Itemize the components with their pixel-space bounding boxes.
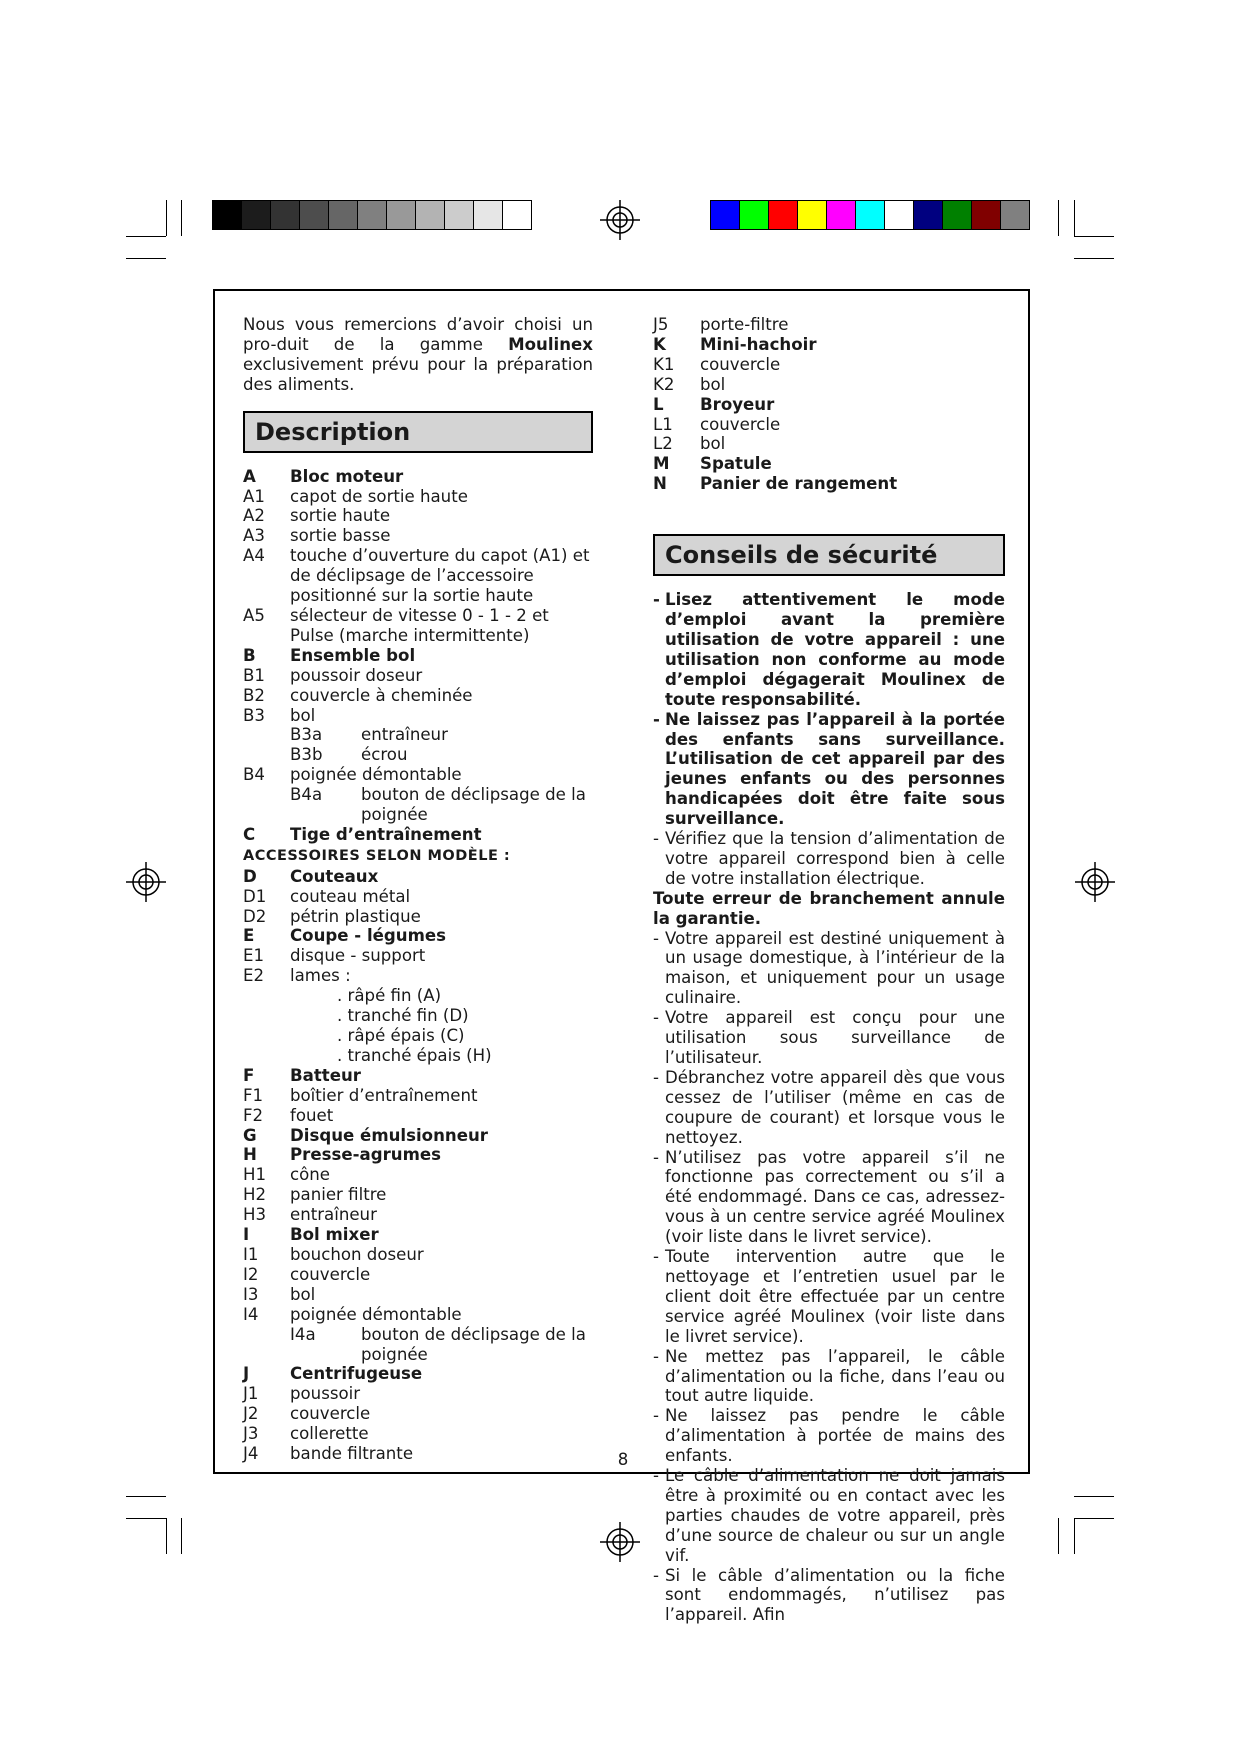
description-heading: Description xyxy=(243,411,593,453)
color-swatch xyxy=(855,200,885,230)
item-code: I2 xyxy=(243,1264,259,1284)
crop-mark xyxy=(166,200,167,236)
accessories-heading: ACCESSOIRES SELON MODÈLE : xyxy=(243,847,511,864)
item-code: J4 xyxy=(243,1444,259,1464)
item-code: A xyxy=(243,466,256,486)
list-item xyxy=(243,986,593,1006)
safety-text: Ne laissez pas pendre le câble d’alimentation à portée de mains des enfants. xyxy=(665,1406,1005,1466)
bullet-dash: - xyxy=(653,1346,659,1366)
safety-item xyxy=(653,1148,1005,1248)
list-item xyxy=(653,375,1005,395)
item-code xyxy=(290,986,337,1006)
color-swatch xyxy=(299,200,329,230)
item-label: Bol mixer xyxy=(290,1225,379,1245)
list-item xyxy=(243,1006,593,1026)
list-item xyxy=(243,487,593,507)
item-code: L xyxy=(653,394,664,414)
list-item xyxy=(243,966,593,986)
list-item xyxy=(243,825,593,845)
item-label: Broyeur xyxy=(700,394,775,414)
item-label: Couteaux xyxy=(290,866,379,886)
crop-mark xyxy=(166,1518,167,1554)
safety-heading: Conseils de sécurité xyxy=(653,534,1005,576)
safety-item xyxy=(653,1347,1005,1407)
item-code: K2 xyxy=(653,374,675,394)
safety-item xyxy=(653,1247,1005,1347)
crop-mark xyxy=(181,200,182,236)
crop-mark xyxy=(1074,236,1114,237)
list-item xyxy=(653,315,1005,335)
color-swatch xyxy=(473,200,503,230)
list-item xyxy=(243,606,593,646)
crop-mark xyxy=(126,236,166,237)
list-item xyxy=(243,546,593,606)
crop-mark xyxy=(126,258,166,259)
list-item xyxy=(243,1205,593,1225)
item-label: poussoir doseur xyxy=(290,665,423,685)
item-label: bouton de déclipsage de la poignée xyxy=(361,785,586,825)
item-code: F2 xyxy=(243,1105,264,1125)
item-label: Mini-hachoir xyxy=(700,334,817,354)
item-code: J3 xyxy=(243,1424,259,1444)
item-label: pétrin plastique xyxy=(290,906,421,926)
item-code: I4a xyxy=(290,1324,316,1344)
safety-item xyxy=(653,710,1005,829)
list-item xyxy=(243,1145,593,1165)
item-label: sortie basse xyxy=(290,526,391,546)
item-code: E1 xyxy=(243,946,265,966)
item-code: B4a xyxy=(290,785,323,805)
list-item xyxy=(653,454,1005,474)
color-swatch xyxy=(386,200,416,230)
item-label: couvercle xyxy=(290,1264,371,1284)
list-item xyxy=(243,706,593,726)
item-label: . râpé épais (C) xyxy=(337,1026,465,1045)
safety-text: Ne mettez pas l’appareil, le câble d’alimentation ou la fiche, dans l’eau ou tout autre liquide. xyxy=(665,1346,1005,1406)
list-item xyxy=(243,1424,593,1444)
item-code: L1 xyxy=(653,414,673,434)
item-code: D2 xyxy=(243,906,267,926)
item-label: poignée démontable xyxy=(290,1304,462,1324)
item-label: . tranché fin (D) xyxy=(337,1006,469,1026)
safety-item xyxy=(653,1008,1005,1068)
bullet-dash: - xyxy=(653,1466,659,1486)
item-label: entraîneur xyxy=(290,1205,377,1225)
list-item xyxy=(243,1384,593,1404)
safety-item xyxy=(653,1466,1005,1566)
list-item xyxy=(243,1245,593,1265)
item-code: N xyxy=(653,474,667,494)
item-code: B4 xyxy=(243,765,265,785)
list-item xyxy=(653,335,1005,355)
list-item xyxy=(243,1046,593,1066)
item-label: écrou xyxy=(361,745,408,765)
item-code: K xyxy=(653,334,666,354)
list-item xyxy=(243,1265,593,1285)
safety-list xyxy=(653,590,1005,1625)
registration-mark-icon xyxy=(600,200,640,240)
item-code: B2 xyxy=(243,685,265,705)
item-label: Tige d’entraînement xyxy=(290,824,482,844)
item-code: C xyxy=(243,824,256,844)
item-label: bande filtrante xyxy=(290,1444,414,1464)
item-code: E xyxy=(243,926,255,946)
item-label: bouchon doseur xyxy=(290,1244,424,1264)
list-item xyxy=(243,686,593,706)
list-item xyxy=(653,355,1005,375)
item-code: F xyxy=(243,1065,255,1085)
color-swatch xyxy=(415,200,445,230)
item-label: couteau métal xyxy=(290,886,411,906)
list-item xyxy=(243,1185,593,1205)
item-label: Coupe - légumes xyxy=(290,926,447,946)
color-swatch xyxy=(357,200,387,230)
item-label: capot de sortie haute xyxy=(290,486,468,506)
list-item xyxy=(653,415,1005,435)
list-item xyxy=(243,1066,593,1086)
list-item xyxy=(243,1325,593,1365)
item-code: A4 xyxy=(243,546,265,566)
item-code xyxy=(290,1006,337,1026)
item-code: D xyxy=(243,866,257,886)
color-swatch xyxy=(768,200,798,230)
bullet-dash: - xyxy=(653,590,660,610)
color-swatch xyxy=(1000,200,1030,230)
item-code: J5 xyxy=(653,315,669,334)
item-code xyxy=(290,1046,337,1066)
item-code: M xyxy=(653,454,670,474)
crop-mark xyxy=(1074,258,1114,259)
list-item xyxy=(243,907,593,927)
item-label: disque - support xyxy=(290,946,426,966)
item-code: J2 xyxy=(243,1404,259,1424)
safety-text: Lisez attentivement le mode d’emploi avant la première utilisation de votre appareil : une utilisation non conforme au mode d’emploi dégagerait Moulinex de toute responsabilité. xyxy=(665,590,1005,709)
color-swatch xyxy=(328,200,358,230)
bullet-dash: - xyxy=(653,1067,659,1087)
item-label: fouet xyxy=(290,1105,334,1125)
list-item xyxy=(243,1086,593,1106)
crop-mark xyxy=(181,1518,182,1554)
page-number: 8 xyxy=(617,1450,629,1469)
crop-mark xyxy=(126,1518,166,1519)
item-label: sortie haute xyxy=(290,506,391,526)
item-code: A3 xyxy=(243,526,265,546)
crop-mark xyxy=(1058,1518,1059,1554)
color-swatch xyxy=(913,200,943,230)
item-label: . tranché épais (H) xyxy=(337,1045,492,1065)
color-swatch xyxy=(444,200,474,230)
item-label: bol xyxy=(700,434,726,454)
list-item xyxy=(243,646,593,666)
item-label: Ensemble bol xyxy=(290,645,416,665)
list-item xyxy=(243,1165,593,1185)
color-swatch xyxy=(884,200,914,230)
list-item xyxy=(243,765,593,785)
item-code: E2 xyxy=(243,966,265,986)
item-code: B1 xyxy=(243,665,265,685)
safety-item xyxy=(653,1068,1005,1148)
bullet-dash: - xyxy=(653,1247,659,1267)
color-swatch xyxy=(502,200,532,230)
safety-text: Débranchez votre appareil dès que vous cessez de l’utiliser (même en cas de coupure de courant) et lorsque vous le nettoyez. xyxy=(665,1067,1005,1147)
item-label: boîtier d’entraînement xyxy=(290,1085,478,1105)
color-swatch xyxy=(942,200,972,230)
item-code: D1 xyxy=(243,886,267,906)
safety-text: Vérifiez que la tension d’alimentation de votre appareil correspond bien à celle de votre installation électrique. xyxy=(665,829,1005,888)
item-code: H1 xyxy=(243,1165,267,1185)
list-item xyxy=(653,474,1005,494)
list-item xyxy=(243,1404,593,1424)
list-item xyxy=(243,1285,593,1305)
safety-text: Votre appareil est destiné uniquement à un usage domestique, à l’intérieur de la maison, et uniquement pour un usage culinaire. xyxy=(665,928,1005,1008)
item-code: A1 xyxy=(243,486,265,506)
bullet-dash: - xyxy=(653,1147,659,1167)
color-swatch xyxy=(797,200,827,230)
list-item xyxy=(243,1106,593,1126)
item-label: couvercle xyxy=(700,354,781,374)
item-label: couvercle à cheminée xyxy=(290,685,473,705)
list-item xyxy=(243,1126,593,1146)
safety-text: Ne laissez pas l’appareil à la portée des enfants sans surveillance. L’utilisation de cet appareil par des jeunes enfants ou des personnes handicapées doit être faite sous surveillance. xyxy=(665,709,1005,829)
list-item xyxy=(243,1444,593,1464)
list-item xyxy=(243,1225,593,1245)
item-label: Presse-agrumes xyxy=(290,1145,441,1165)
crop-mark xyxy=(1074,1518,1075,1554)
item-code: J xyxy=(243,1364,250,1384)
list-item xyxy=(243,926,593,946)
item-label: entraîneur xyxy=(361,725,448,745)
list-item xyxy=(243,526,593,546)
item-label: sélecteur de vitesse 0 - 1 - 2 et Pulse (marche intermittente) xyxy=(290,605,549,645)
list-item xyxy=(243,745,593,765)
safety-item xyxy=(653,929,1005,1009)
right-column xyxy=(653,315,1005,1625)
item-label: bouton de déclipsage de la poignée xyxy=(361,1324,586,1364)
list-item xyxy=(653,395,1005,415)
item-label: couvercle xyxy=(290,1404,371,1424)
item-label: poignée démontable xyxy=(290,765,462,785)
safety-text: Le câble d’alimentation ne doit jamais être à proximité ou en contact avec les parties chaudes de votre appareil, près d’une source de chaleur ou sur un angle vif. xyxy=(665,1466,1005,1565)
item-code: H3 xyxy=(243,1205,267,1225)
warranty-warning: Toute erreur de branchement annule la garantie. xyxy=(653,888,1005,928)
item-label: collerette xyxy=(290,1424,369,1444)
list-item xyxy=(243,785,593,825)
item-code: F1 xyxy=(243,1085,264,1105)
item-code: A2 xyxy=(243,506,265,526)
bullet-dash: - xyxy=(653,1008,659,1028)
item-label: poussoir xyxy=(290,1384,361,1404)
safety-text: N’utilisez pas votre appareil s’il ne fonctionne pas correctement ou s’il a été endommagé. Dans ce cas, adressez-vous à un centre service agréé Moulinex (voir liste dans le livret service). xyxy=(665,1147,1005,1247)
crop-mark xyxy=(1074,200,1075,236)
list-item xyxy=(243,1364,593,1384)
item-code: A5 xyxy=(243,605,265,625)
color-calibration-bar xyxy=(710,200,1029,230)
item-code: H xyxy=(243,1145,257,1165)
bullet-dash: - xyxy=(653,829,659,849)
safety-item xyxy=(653,1406,1005,1466)
color-swatch xyxy=(710,200,740,230)
item-label: bol xyxy=(290,1284,316,1304)
list-item xyxy=(243,867,593,887)
item-code: J1 xyxy=(243,1384,259,1404)
description-list xyxy=(243,467,593,845)
list-item xyxy=(243,946,593,966)
bullet-dash: - xyxy=(653,928,659,948)
item-label: Bloc moteur xyxy=(290,466,404,486)
item-code: B3 xyxy=(243,705,265,725)
color-swatch xyxy=(270,200,300,230)
safety-text: Si le câble d’alimentation ou la fiche sont endommagés, n’utilisez pas l’appareil. Afin xyxy=(665,1565,1005,1625)
crop-mark xyxy=(1058,200,1059,236)
safety-text: Toute intervention autre que le nettoyage et l’entretien usuel par le client doit être effectuée par un centre service agréé Moulinex (voir liste dans le livret service). xyxy=(665,1247,1005,1346)
item-label: . râpé fin (A) xyxy=(337,986,442,1006)
left-column xyxy=(243,315,593,1464)
list-item xyxy=(243,506,593,526)
safety-item xyxy=(653,829,1005,889)
list-item xyxy=(243,467,593,487)
intro-paragraph: Nous vous remercions d’avoir choisi un pro-duit de la gamme Moulinex exclusivement prévu pour la préparation des aliments. xyxy=(243,315,593,394)
safety-item xyxy=(653,1566,1005,1626)
item-label: touche d’ouverture du capot (A1) et de déclipsage de l’accessoire positionné sur la sortie haute xyxy=(290,546,590,606)
bullet-dash: - xyxy=(653,1565,659,1585)
item-label: Batteur xyxy=(290,1065,361,1085)
item-code xyxy=(290,1026,337,1046)
item-label: panier filtre xyxy=(290,1185,387,1205)
item-label: bol xyxy=(290,705,316,725)
item-label: Centrifugeuse xyxy=(290,1364,423,1384)
item-code: G xyxy=(243,1125,257,1145)
list-item xyxy=(243,725,593,745)
item-label: Disque émulsionneur xyxy=(290,1125,488,1145)
list-item xyxy=(653,434,1005,454)
item-label: couvercle xyxy=(700,414,781,434)
item-label: bol xyxy=(700,374,726,394)
item-code: K1 xyxy=(653,354,675,374)
safety-text: Votre appareil est conçu pour une utilisation sous surveillance de l’utilisateur. xyxy=(665,1008,1005,1067)
accessories-list xyxy=(243,867,593,1464)
list-item xyxy=(243,666,593,686)
accessories-list-continued xyxy=(653,315,1005,494)
list-item xyxy=(243,1026,593,1046)
item-label: cône xyxy=(290,1165,331,1185)
crop-mark xyxy=(126,1496,166,1497)
item-code: B3b xyxy=(290,745,323,765)
registration-mark-icon xyxy=(126,862,166,902)
item-code: I xyxy=(243,1225,250,1245)
registration-mark-icon xyxy=(1075,862,1115,902)
bullet-dash: - xyxy=(653,1406,659,1426)
crop-mark xyxy=(1074,1496,1114,1497)
list-item xyxy=(243,887,593,907)
item-label: Spatule xyxy=(700,454,772,474)
item-code: I1 xyxy=(243,1244,259,1264)
bullet-dash: - xyxy=(653,709,660,729)
item-label: Panier de rangement xyxy=(700,474,898,494)
brand-name: Moulinex xyxy=(508,334,593,354)
item-label: lames : xyxy=(290,966,351,986)
item-code: L2 xyxy=(653,434,673,454)
item-label: porte-filtre xyxy=(700,315,789,334)
registration-mark-icon xyxy=(600,1522,640,1562)
item-code: H2 xyxy=(243,1185,267,1205)
color-swatch xyxy=(739,200,769,230)
color-swatch xyxy=(971,200,1001,230)
item-code: I4 xyxy=(243,1304,259,1324)
item-code: B xyxy=(243,645,256,665)
safety-item xyxy=(653,590,1005,709)
color-swatch xyxy=(826,200,856,230)
list-item xyxy=(243,1305,593,1325)
color-swatch xyxy=(241,200,271,230)
item-code: I3 xyxy=(243,1284,259,1304)
color-swatch xyxy=(212,200,242,230)
crop-mark xyxy=(1074,1518,1114,1519)
item-code: B3a xyxy=(290,725,323,745)
grayscale-calibration-bar xyxy=(212,200,531,230)
